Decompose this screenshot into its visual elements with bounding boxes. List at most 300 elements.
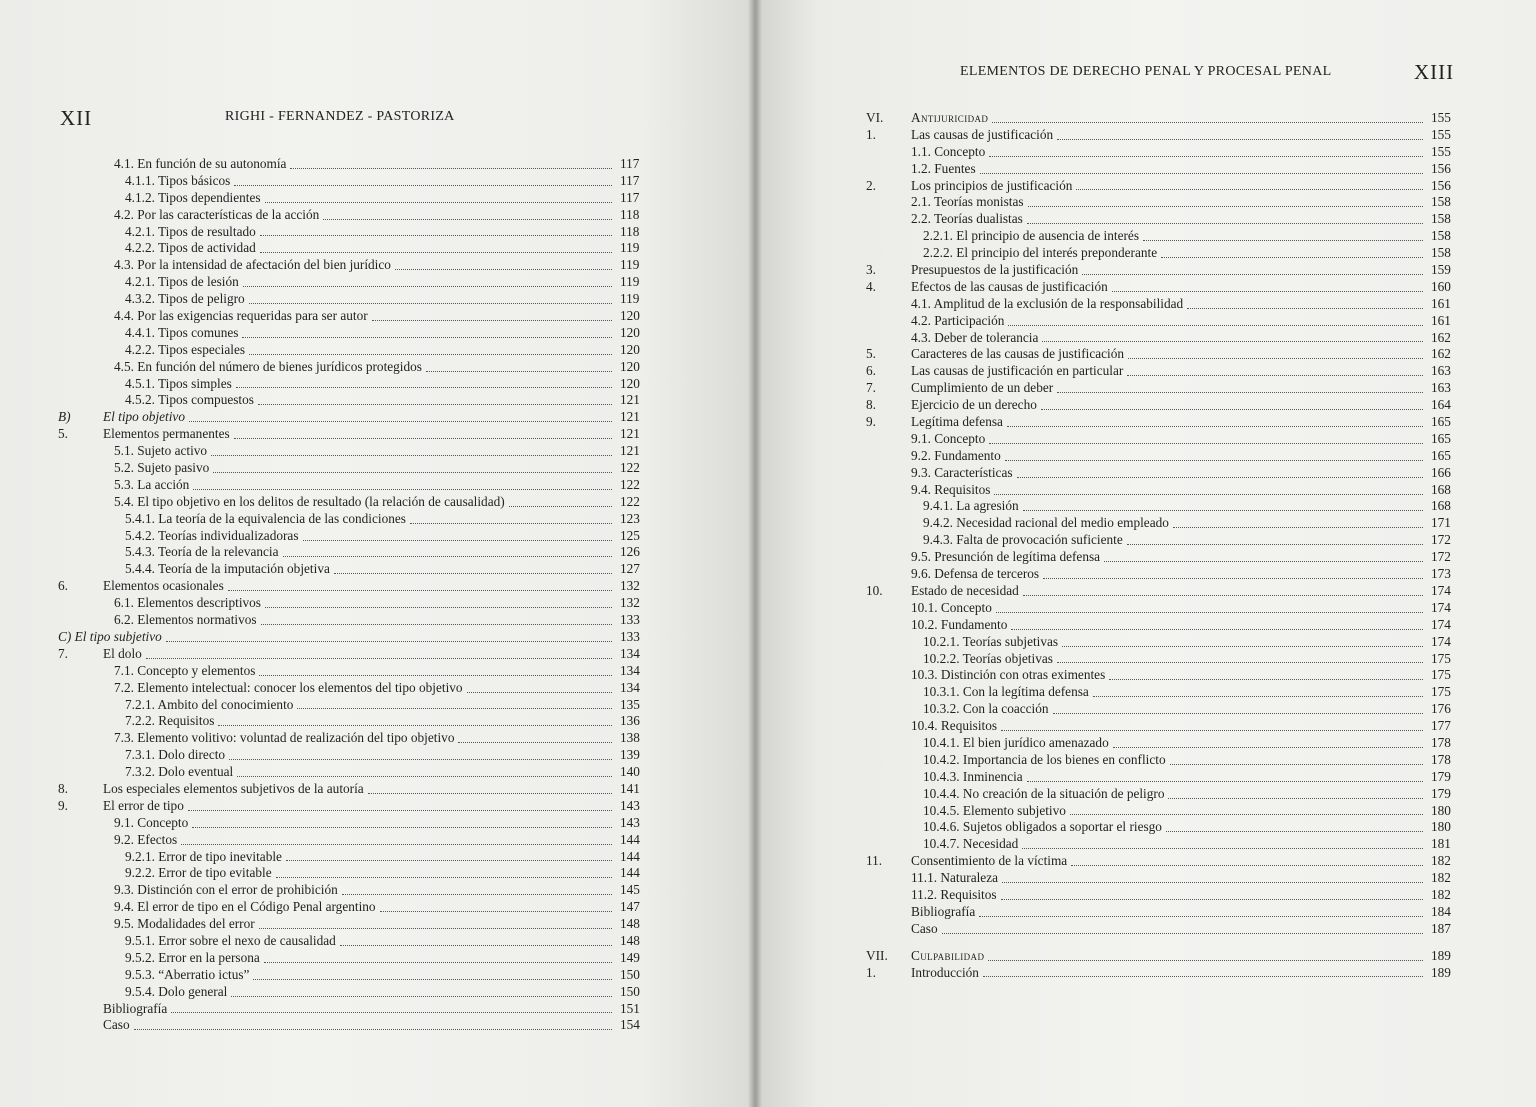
toc-leader-dots xyxy=(188,810,612,811)
toc-page-number: 174 xyxy=(1431,599,1451,615)
toc-page-number: 120 xyxy=(620,341,640,357)
toc-page-number: 177 xyxy=(1431,718,1451,734)
toc-page-number: 156 xyxy=(1431,160,1451,176)
toc-page-number: 166 xyxy=(1431,464,1451,480)
toc-page-number: 173 xyxy=(1431,566,1451,582)
toc-leader-dots xyxy=(1005,460,1423,461)
toc-page-number: 182 xyxy=(1431,853,1451,869)
toc-entry xyxy=(866,566,1461,583)
toc-leader-dots xyxy=(259,675,612,676)
toc-leader-dots xyxy=(264,962,612,963)
toc-entry xyxy=(866,549,1461,566)
left-page xyxy=(0,0,756,1107)
toc-entry xyxy=(58,190,648,207)
toc-entry-title: Legítima defensa xyxy=(911,414,1003,430)
toc-entry xyxy=(866,482,1461,499)
toc-page-number: 127 xyxy=(620,561,640,577)
toc-entry xyxy=(866,752,1461,769)
toc-entry xyxy=(866,245,1461,262)
toc-entry-title: 7.2. Elemento intelectual: conocer los elementos del tipo objetivo xyxy=(114,679,463,695)
toc-entry xyxy=(58,950,648,967)
toc-entry-number: 4. xyxy=(866,278,876,294)
toc-entry-title: 2.2.1. El principio de ausencia de interés xyxy=(923,228,1140,244)
toc-entry xyxy=(58,578,648,595)
toc-entry-number: 8. xyxy=(58,780,68,796)
toc-page-number: 133 xyxy=(620,628,640,644)
toc-page-number: 120 xyxy=(620,375,640,391)
toc-entry-title: Los principios de justificación xyxy=(911,177,1073,193)
toc-leader-dots xyxy=(218,725,612,726)
toc-entry-title: 4.4. Por las exigencias requeridas para ser autor xyxy=(114,308,368,324)
toc-page-number: 158 xyxy=(1431,211,1451,227)
toc-page-number: 145 xyxy=(620,882,640,898)
toc-entry xyxy=(866,228,1461,245)
toc-entry xyxy=(866,397,1461,414)
toc-entry xyxy=(58,764,648,781)
toc-entry xyxy=(866,144,1461,161)
toc-page-number: 187 xyxy=(1431,920,1451,936)
toc-leader-dots xyxy=(229,759,612,760)
toc-page-number: 180 xyxy=(1431,819,1451,835)
toc-leader-dots xyxy=(303,540,612,541)
toc-entry xyxy=(866,836,1461,853)
toc-entry-number: 5. xyxy=(58,426,68,442)
toc-page-number: 138 xyxy=(620,730,640,746)
toc-leader-dots xyxy=(1053,713,1423,714)
toc-leader-dots xyxy=(1022,848,1423,849)
toc-page-number: 175 xyxy=(1431,650,1451,666)
toc-leader-dots xyxy=(1028,206,1423,207)
toc-page-number: 125 xyxy=(620,527,640,543)
toc-leader-dots xyxy=(509,506,612,507)
toc-page-number: 175 xyxy=(1431,684,1451,700)
toc-entry-title: Cumplimiento de un deber xyxy=(911,380,1054,396)
toc-entry-title: 10.4.2. Importancia de los bienes en conflicto xyxy=(923,751,1166,767)
toc-entry-title: 7.1. Concepto y elementos xyxy=(114,662,256,678)
toc-leader-dots xyxy=(1170,764,1423,765)
toc-entry-title: 5.4.4. Teoría de la imputación objetiva xyxy=(125,561,330,577)
toc-entry-title: 10.4.5. Elemento subjetivo xyxy=(923,802,1066,818)
toc-entry xyxy=(58,933,648,950)
toc-entry xyxy=(866,667,1461,684)
toc-entry xyxy=(58,376,648,393)
toc-leader-dots xyxy=(395,269,612,270)
toc-entry-title: C) El tipo subjetivo xyxy=(58,628,162,644)
toc-entry xyxy=(866,684,1461,701)
toc-leader-dots xyxy=(1161,257,1423,258)
toc-page-number: 174 xyxy=(1431,616,1451,632)
toc-leader-dots xyxy=(980,173,1423,174)
toc-entry xyxy=(58,291,648,308)
toc-entry-number: 10. xyxy=(866,582,883,598)
toc-entry xyxy=(866,887,1461,904)
toc-entry-title: 9.2.1. Error de tipo inevitable xyxy=(125,848,282,864)
toc-entry-title: 9.2.2. Error de tipo evitable xyxy=(125,865,272,881)
toc-entry-title: 9.4.3. Falta de provocación suficiente xyxy=(923,532,1123,548)
page-number: XIII xyxy=(1414,60,1455,84)
toc-entry xyxy=(866,194,1461,211)
toc-entry xyxy=(58,595,648,612)
toc-entry xyxy=(58,646,648,663)
toc-entry xyxy=(58,156,648,173)
toc-entry-title: 6.1. Elementos descriptivos xyxy=(114,595,261,611)
toc-entry xyxy=(58,815,648,832)
toc-leader-dots xyxy=(260,252,612,253)
toc-leader-dots xyxy=(467,692,612,693)
toc-leader-dots xyxy=(1168,798,1423,799)
toc-entry-title: 5.2. Sujeto pasivo xyxy=(114,460,210,476)
toc-page-number: 117 xyxy=(620,172,640,188)
toc-entry xyxy=(58,325,648,342)
toc-entry-number: 1. xyxy=(866,964,876,980)
toc-entry-title: 10.2. Fundamento xyxy=(911,616,1008,632)
toc-page-number: 139 xyxy=(620,747,640,763)
toc-entry-title: 5.4. El tipo objetivo en los delitos de resultado (la relación de causalidad) xyxy=(114,493,505,509)
toc-leader-dots xyxy=(1027,223,1423,224)
toc-page-number: 163 xyxy=(1431,380,1451,396)
toc-page-number: 162 xyxy=(1431,346,1451,362)
toc-leader-dots xyxy=(1166,831,1423,832)
toc-page-number: 150 xyxy=(620,983,640,999)
toc-entry xyxy=(58,544,648,561)
toc-entry xyxy=(866,110,1461,127)
toc-entry xyxy=(58,173,648,190)
toc-page-number: 117 xyxy=(620,189,640,205)
toc-entry xyxy=(866,735,1461,752)
toc-entry xyxy=(58,257,648,274)
toc-entry-title: 10.2.2. Teorías objetivas xyxy=(923,650,1053,666)
toc-entry xyxy=(866,921,1461,938)
toc-page-number: 182 xyxy=(1431,886,1451,902)
toc-entry xyxy=(866,262,1461,279)
toc-page-number: 148 xyxy=(620,916,640,932)
toc-page-number: 162 xyxy=(1431,329,1451,345)
toc-entry xyxy=(866,313,1461,330)
toc-entry-title: 4.1.1. Tipos básicos xyxy=(125,172,231,188)
toc-entry xyxy=(58,561,648,578)
toc-entry-title: 7.2.2. Requisitos xyxy=(125,713,215,729)
toc-entry-title: 10.4.6. Sujetos obligados a soportar el riesgo xyxy=(923,819,1162,835)
toc-leader-dots xyxy=(228,590,612,591)
toc-leader-dots xyxy=(171,1012,612,1013)
toc-leader-dots xyxy=(146,658,612,659)
toc-entry-title: 9.2. Efectos xyxy=(114,831,178,847)
toc-entry-title: 1.1. Concepto xyxy=(911,143,986,159)
toc-leader-dots xyxy=(1008,325,1423,326)
toc-entry xyxy=(58,1001,648,1018)
toc-entry-title: 9.2. Fundamento xyxy=(911,447,1001,463)
toc-page-number: 182 xyxy=(1431,870,1451,886)
table-of-contents-right xyxy=(866,110,1461,981)
toc-leader-dots xyxy=(261,624,612,625)
toc-page-number: 158 xyxy=(1431,228,1451,244)
toc-entry-number: 7. xyxy=(58,645,68,661)
toc-leader-dots xyxy=(234,438,612,439)
toc-entry-title: 11.2. Requisitos xyxy=(911,886,997,902)
toc-page-number: 120 xyxy=(620,358,640,374)
toc-entry-title: 7.3.2. Dolo eventual xyxy=(125,764,234,780)
toc-entry-title: 4.1.2. Tipos dependientes xyxy=(125,189,261,205)
toc-entry-title: Elementos ocasionales xyxy=(103,578,224,594)
toc-leader-dots xyxy=(242,337,612,338)
toc-page-number: 135 xyxy=(620,696,640,712)
toc-entry xyxy=(58,612,648,629)
toc-entry xyxy=(866,803,1461,820)
toc-entry-title: 9.4. Requisitos xyxy=(911,481,991,497)
toc-entry-title: 9.5.2. Error en la persona xyxy=(125,949,260,965)
toc-entry-title: 2.2.2. El principio del interés preponderante xyxy=(923,245,1158,261)
toc-entry-title: 4.3.2. Tipos de peligro xyxy=(125,291,245,307)
toc-leader-dots xyxy=(166,641,612,642)
toc-entry-title: 10.4.4. No creación de la situación de peligro xyxy=(923,785,1165,801)
toc-leader-dots xyxy=(1043,578,1423,579)
toc-leader-dots xyxy=(1070,814,1423,815)
toc-entry-title: 5.1. Sujeto activo xyxy=(114,443,208,459)
toc-leader-dots xyxy=(189,421,612,422)
toc-entry xyxy=(866,904,1461,921)
toc-entry-title: 4.2. Por las características de la acción xyxy=(114,206,320,222)
toc-page-number: 120 xyxy=(620,308,640,324)
toc-page-number: 118 xyxy=(620,223,640,239)
toc-page-number: 144 xyxy=(620,831,640,847)
toc-leader-dots xyxy=(992,122,1423,123)
toc-leader-dots xyxy=(290,168,612,169)
toc-page-number: 155 xyxy=(1431,143,1451,159)
toc-leader-dots xyxy=(1112,291,1423,292)
toc-entry-number: VI. xyxy=(866,110,884,125)
toc-leader-dots xyxy=(297,708,612,709)
toc-leader-dots xyxy=(426,371,612,372)
toc-page-number: 119 xyxy=(620,240,640,256)
toc-entry-title: 7.3.1. Dolo directo xyxy=(125,747,226,763)
toc-entry-title: 4.2.1. Tipos de lesión xyxy=(125,274,239,290)
toc-page-number: 134 xyxy=(620,662,640,678)
toc-entry-title: 4.5.1. Tipos simples xyxy=(125,375,232,391)
running-head: ELEMENTOS DE DERECHO PENAL Y PROCESAL PENAL xyxy=(960,64,1332,79)
toc-page-number: 144 xyxy=(620,848,640,864)
toc-leader-dots xyxy=(181,844,612,845)
toc-leader-dots xyxy=(249,303,612,304)
toc-entry xyxy=(58,224,648,241)
toc-entry-title: Bibliografía xyxy=(911,903,976,919)
toc-page-number: 118 xyxy=(620,206,640,222)
toc-entry-title: El tipo objetivo xyxy=(103,409,185,425)
toc-page-number: 119 xyxy=(620,257,640,273)
toc-entry xyxy=(866,465,1461,482)
toc-entry-title: Introducción xyxy=(911,964,979,980)
toc-entry-title: Caso xyxy=(103,1017,130,1033)
toc-entry xyxy=(58,274,648,291)
toc-page-number: 140 xyxy=(620,764,640,780)
toc-entry xyxy=(866,701,1461,718)
toc-entry-title: Las causas de justificación xyxy=(911,126,1054,142)
toc-leader-dots xyxy=(236,387,612,388)
toc-leader-dots xyxy=(231,996,612,997)
toc-leader-dots xyxy=(323,219,612,220)
toc-page-number: 165 xyxy=(1431,414,1451,430)
toc-leader-dots xyxy=(979,916,1423,917)
toc-entry xyxy=(58,663,648,680)
toc-page-number: 181 xyxy=(1431,836,1451,852)
toc-entry xyxy=(866,786,1461,803)
toc-entry xyxy=(58,849,648,866)
toc-leader-dots xyxy=(1057,392,1423,393)
toc-entry xyxy=(866,634,1461,651)
toc-entry-title: Ejercicio de un derecho xyxy=(911,397,1037,413)
toc-entry-title: 9.3. Características xyxy=(911,464,1013,480)
toc-entry-title: Las causas de justificación en particular xyxy=(911,363,1124,379)
toc-leader-dots xyxy=(342,894,612,895)
toc-leader-dots xyxy=(1041,409,1423,410)
toc-entry xyxy=(58,207,648,224)
toc-page-number: 144 xyxy=(620,865,640,881)
toc-entry xyxy=(866,346,1461,363)
toc-entry-number: B) xyxy=(58,409,71,425)
toc-entry-title: 5.4.3. Teoría de la relevancia xyxy=(125,544,279,560)
toc-entry-title: 4.3. Deber de tolerancia xyxy=(911,329,1039,345)
toc-entry xyxy=(866,870,1461,887)
toc-entry xyxy=(866,583,1461,600)
toc-entry xyxy=(866,363,1461,380)
toc-page-number: 159 xyxy=(1431,262,1451,278)
toc-entry xyxy=(866,211,1461,228)
toc-entry-title: 4.2. Participación xyxy=(911,312,1005,328)
toc-entry xyxy=(58,342,648,359)
toc-entry xyxy=(866,600,1461,617)
toc-entry-title: 10.3. Distinción con otras eximentes xyxy=(911,667,1106,683)
toc-entry xyxy=(866,515,1461,532)
toc-page-number: 117 xyxy=(620,156,640,171)
toc-entry-title: 10.1. Concepto xyxy=(911,599,992,615)
toc-entry-title: 4.2.1. Tipos de resultado xyxy=(125,223,256,239)
toc-page-number: 155 xyxy=(1431,126,1451,142)
toc-entry-title: Estado de necesidad xyxy=(911,582,1019,598)
toc-entry-title: 5.3. La acción xyxy=(114,476,190,492)
toc-entry-title: Caso xyxy=(911,920,938,936)
toc-page-number: 161 xyxy=(1431,312,1451,328)
toc-entry xyxy=(58,697,648,714)
toc-page-number: 123 xyxy=(620,510,640,526)
toc-entry xyxy=(58,359,648,376)
toc-leader-dots xyxy=(1023,510,1423,511)
toc-leader-dots xyxy=(1143,240,1423,241)
toc-leader-dots xyxy=(1057,139,1423,140)
toc-entry-number: 2. xyxy=(866,177,876,193)
toc-page-number: 174 xyxy=(1431,633,1451,649)
toc-leader-dots xyxy=(340,945,612,946)
page-number: XII xyxy=(60,106,93,130)
running-head: RIGHI - FERNANDEZ - PASTORIZA xyxy=(225,109,455,124)
toc-page-number: 133 xyxy=(620,612,640,628)
toc-leader-dots xyxy=(213,472,612,473)
toc-entry-title: 9.4. El error de tipo en el Código Penal argentino xyxy=(114,899,376,915)
toc-leader-dots xyxy=(192,827,612,828)
toc-entry-title: 9.4.1. La agresión xyxy=(923,498,1019,514)
toc-page-number: 163 xyxy=(1431,363,1451,379)
toc-entry xyxy=(866,448,1461,465)
toc-leader-dots xyxy=(942,933,1423,934)
toc-entry-title: El dolo xyxy=(103,645,142,661)
toc-entry xyxy=(58,460,648,477)
toc-entry-title: 4.5. En función del número de bienes jurídicos protegidos xyxy=(114,358,422,374)
toc-entry xyxy=(58,916,648,933)
toc-page-number: 179 xyxy=(1431,785,1451,801)
toc-page-number: 122 xyxy=(620,476,640,492)
toc-page-number: 143 xyxy=(620,797,640,813)
toc-page-number: 141 xyxy=(620,780,640,796)
toc-leader-dots xyxy=(193,489,612,490)
toc-page-number: 150 xyxy=(620,966,640,982)
toc-page-number: 179 xyxy=(1431,768,1451,784)
toc-entry xyxy=(58,798,648,815)
toc-entry-number: 9. xyxy=(866,414,876,430)
toc-page-number: 160 xyxy=(1431,278,1451,294)
toc-entry-title: 9.5.3. “Aberratio ictus” xyxy=(125,966,250,982)
toc-entry-number: 5. xyxy=(866,346,876,362)
toc-leader-dots xyxy=(234,185,612,186)
toc-entry-title: 2.2. Teorías dualistas xyxy=(911,211,1023,227)
toc-leader-dots xyxy=(983,976,1423,977)
toc-page-number: 154 xyxy=(620,1017,640,1033)
toc-entry-number: 7. xyxy=(866,380,876,396)
toc-entry xyxy=(58,629,648,646)
toc-entry xyxy=(58,967,648,984)
toc-entry-title: 6.2. Elementos normativos xyxy=(114,612,257,628)
toc-page-number: 132 xyxy=(620,595,640,611)
toc-entry-title: 4.5.2. Tipos compuestos xyxy=(125,392,254,408)
toc-leader-dots xyxy=(989,156,1423,157)
toc-entry-title: Efectos de las causas de justificación xyxy=(911,278,1108,294)
toc-entry-title: 10.4.1. El bien jurídico amenazado xyxy=(923,734,1109,750)
toc-page-number: 120 xyxy=(620,324,640,340)
toc-entry-title: 9.1. Concepto xyxy=(911,430,986,446)
toc-leader-dots xyxy=(458,742,612,743)
toc-leader-dots xyxy=(1082,274,1423,275)
toc-page-number: 176 xyxy=(1431,701,1451,717)
toc-leader-dots xyxy=(996,612,1423,613)
toc-entry xyxy=(58,409,648,426)
toc-page-number: 161 xyxy=(1431,295,1451,311)
book-gutter xyxy=(748,0,762,1107)
toc-entry xyxy=(58,443,648,460)
toc-leader-dots xyxy=(994,494,1423,495)
toc-leader-dots xyxy=(286,860,612,861)
toc-page-number: 174 xyxy=(1431,582,1451,598)
toc-entry-number: 6. xyxy=(866,363,876,379)
toc-entry-title: 10.3.1. Con la legítima defensa xyxy=(923,684,1089,700)
toc-entry-number: VII. xyxy=(866,947,888,963)
toc-entry xyxy=(866,651,1461,668)
toc-leader-dots xyxy=(1173,527,1423,528)
toc-page-number: 143 xyxy=(620,814,640,830)
toc-page-number: 122 xyxy=(620,493,640,509)
toc-entry-title: 9.1. Concepto xyxy=(114,814,189,830)
toc-entry-number: 9. xyxy=(58,797,68,813)
toc-page-number: 155 xyxy=(1431,110,1451,125)
toc-leader-dots xyxy=(237,776,612,777)
toc-entry-title: 5.4.2. Teorías individualizadoras xyxy=(125,527,299,543)
toc-entry xyxy=(58,528,648,545)
toc-entry xyxy=(58,984,648,1001)
toc-entry-title: Elementos permanentes xyxy=(103,426,230,442)
toc-page-number: 147 xyxy=(620,899,640,915)
toc-entry xyxy=(58,680,648,697)
toc-page-number: 121 xyxy=(620,392,640,408)
toc-entry xyxy=(58,494,648,511)
toc-leader-dots xyxy=(1057,662,1423,663)
toc-entry xyxy=(866,161,1461,178)
toc-entry-title: 9.6. Defensa de terceros xyxy=(911,566,1040,582)
